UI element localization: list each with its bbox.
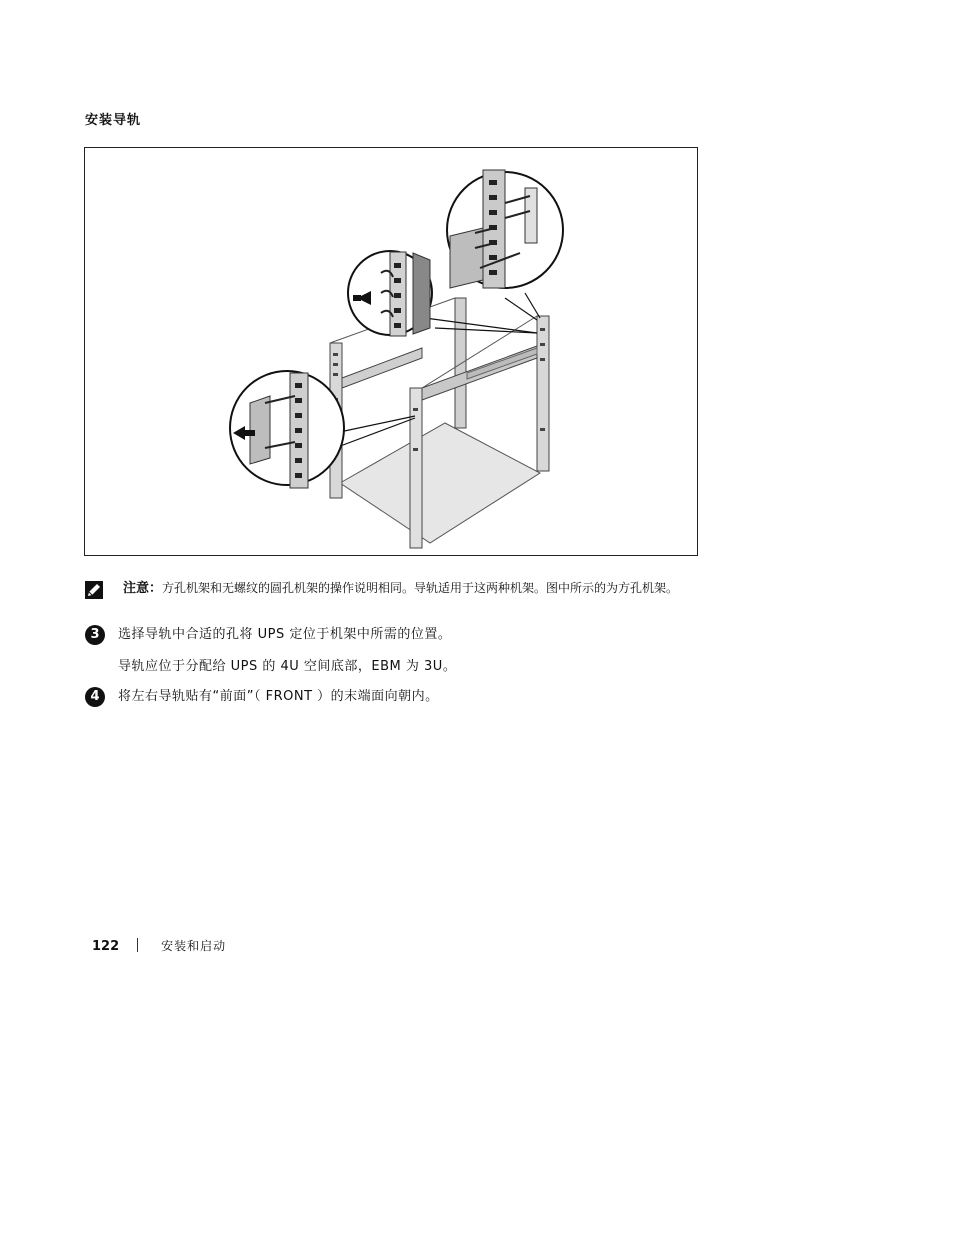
section-heading: 安装导轨: [85, 113, 142, 128]
step-text: 选择导轨中合适的孔将 UPS 定位于机架中所需的位置。: [118, 627, 452, 642]
page-number: 122: [92, 939, 120, 954]
step-number-badge: 4: [85, 687, 105, 707]
page-footer: [92, 937, 226, 956]
note-body: 方孔机架和无螺纹的圆孔机架的操作说明相同。导轨适用于这两种机架。图中所示的为方孔机架。: [162, 581, 679, 595]
step-text: 将左右导轨贴有“前面”（ FRONT ）的末端面向朝内。: [118, 689, 439, 704]
note-text-block: [123, 580, 723, 597]
step-number-badge: 3: [85, 625, 105, 645]
rail-installation-figure: [84, 147, 698, 556]
step-3-detail: 导轨应位于分配给 UPS 的 4U 空间底部，EBM 为 3U。: [118, 659, 457, 674]
rack-rail-illustration: [85, 148, 699, 557]
note-pencil-icon: [85, 581, 103, 599]
footer-divider: [137, 938, 138, 952]
note-label: 注意：: [123, 581, 163, 596]
footer-section-name: 安装和启动: [161, 939, 227, 953]
